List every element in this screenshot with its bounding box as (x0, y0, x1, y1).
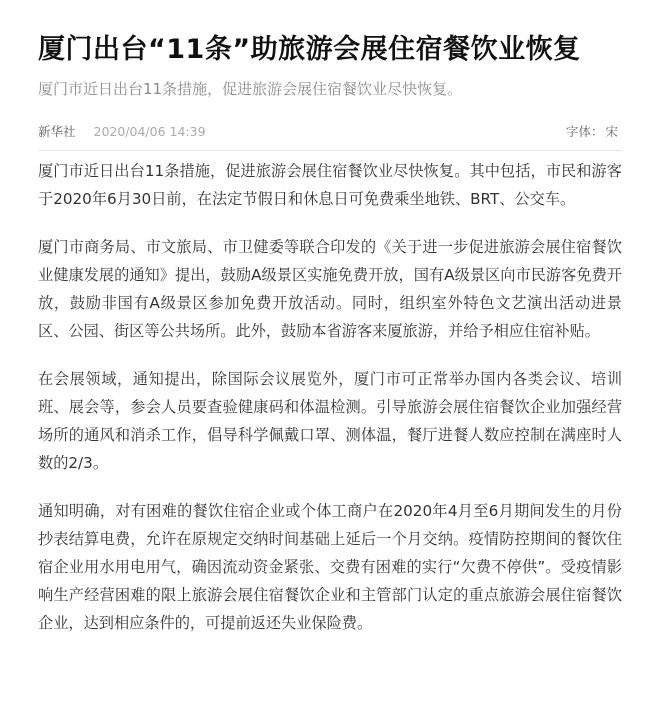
article-meta (38, 122, 622, 142)
article-paragraph: 通知明确，对有困难的餐饮住宿企业或个体工商户在2020年4月至6月期间发生的月份抄表结算电费，允许在原规定交纳时间基础上延后一个月交纳。疫情防控期间的餐饮住宿企业用水用电用气，确因流动资金紧张、交费有困难的实行“欠费不停供”。受疫情影响生产经营困难的限上旅游会展住宿餐饮企业和主管部门认定的重点旅游会展住宿餐饮企业，达到相应条件的，可提前返还失业保险费。 (38, 502, 622, 632)
font-switch[interactable] (566, 122, 618, 142)
article-paragraph: 厦门市商务局、市文旅局、市卫健委等联合印发的《关于进一步促进旅游会展住宿餐饮业健康发展的通知》提出，鼓励A级景区实施免费开放，国有A级景区向市民游客免费开放，鼓励非国有A级景区参加免费开放活动。同时，组织室外特色文艺演出活动进景区、公园、街区等公共场所。此外，鼓励本省游客来厦旅游，并给予相应住宿补贴。 (38, 238, 622, 340)
article-title: 厦门出台“11条”助旅游会展住宿餐饮业恢复 (38, 34, 581, 65)
article-body (38, 157, 622, 637)
article-paragraph: 在会展领域，通知提出，除国际会议展览外，厦门市可正常举办国内各类会议、培训班、展会等，参会人员要查验健康码和体温检测。引导旅游会展住宿餐饮企业加强经营场所的通风和消杀工作，倡导科学佩戴口罩、测体温，餐厅进餐人数应控制在满座时人数的2/3。 (38, 370, 622, 472)
article-paragraph: 厦门市近日出台11条措施，促进旅游会展住宿餐饮业尽快恢复。其中包括，市民和游客于2020年6月30日前，在法定节假日和休息日可免费乘坐地铁、BRT、公交车。 (38, 162, 622, 208)
font-switch-value[interactable]: 宋 (605, 124, 618, 139)
meta-divider (38, 150, 622, 151)
article-source: 新华社 (38, 124, 76, 139)
article-summary: 厦门市近日出台11条措施，促进旅游会展住宿餐饮业尽快恢复。 (38, 80, 463, 98)
article-date: 2020/04/06 14:39 (93, 124, 206, 139)
font-switch-label: 字体： (565, 124, 604, 139)
